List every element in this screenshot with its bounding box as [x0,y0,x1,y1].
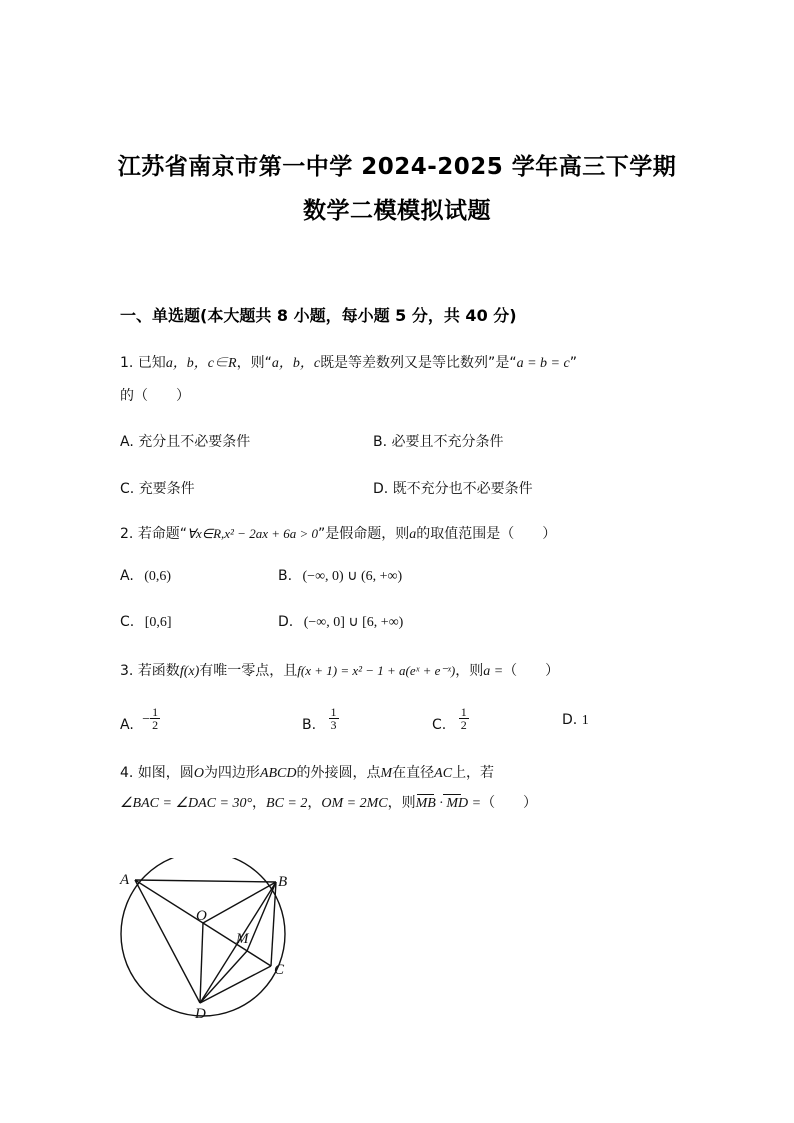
point-label-b: B [278,874,288,890]
option-label: B. [373,434,388,450]
option-label: C. [432,716,447,733]
segment-ob [203,882,276,923]
math-expression: a，b，c [271,356,321,371]
question-text: 上，若 [452,765,495,781]
option-label: D. [373,481,389,497]
option-text: 既不充分也不必要条件 [392,481,533,497]
math-variable: M [380,766,393,781]
q3-option-a[interactable] [120,706,160,731]
question-text: ， [252,795,267,811]
option-label: D. [562,712,578,728]
option-label: A. [120,434,134,450]
fraction-denominator: 2 [460,718,467,732]
q1-option-d[interactable] [373,478,533,498]
math-expression: BC = 2 [266,796,308,811]
point-label-a: A [120,872,130,888]
q1-option-a[interactable] [120,431,250,451]
q2-option-a[interactable] [120,568,171,585]
math-expression: OM = 2MC [321,796,388,811]
math-variable: a [409,527,417,542]
segment-cd [200,966,271,1003]
question-2 [120,523,556,543]
question-text: （ ） [481,795,538,811]
option-text: [0,6] [144,615,172,630]
math-variable: AC [434,766,453,781]
q3-option-b[interactable] [302,706,339,731]
option-text: 必要且不充分条件 [391,434,504,450]
option-text: (0,6) [144,569,172,584]
fraction-denominator: 2 [152,718,159,732]
fraction-sign: − [142,711,151,727]
option-text: (−∞, 0) ∪ (6, +∞) [302,569,403,584]
question-text: （ ） [503,663,560,679]
vector-dot-product: MB · MD = [415,796,482,811]
segment-ab [135,880,276,882]
question-text: ”是假命题，则 [318,526,410,542]
question-text: 有唯一零点，且 [199,663,298,679]
vector-arrow-md [443,794,461,795]
question-text: ，则 [387,795,416,811]
math-expression: ∠BAC = ∠DAC = 30° [120,796,253,811]
option-label: D. [278,614,294,630]
q3-option-d[interactable] [562,712,589,729]
math-expression: a，b，c∈R [165,356,237,371]
option-text: 1 [581,713,589,728]
question-1-line2: 的（ ） [120,388,190,404]
question-text: 在直径 [392,765,435,781]
question-text: 既是等差数列又是等比数列”是“ [320,355,517,371]
question-number: 2. [120,526,134,542]
segment-bc [271,882,276,966]
question-1 [120,352,577,372]
q1-option-c[interactable] [120,478,195,498]
q2-option-b[interactable] [278,568,402,585]
point-label-o: O [196,908,207,924]
fraction-numerator: 1 [330,705,337,719]
question-3 [120,660,559,680]
question-text: ， [307,795,322,811]
fraction-denominator: 3 [330,718,337,732]
fraction-numerator: 1 [460,705,467,719]
option-label: B. [302,716,317,733]
option-label: B. [278,568,293,584]
question-number: 1. [120,355,134,371]
fraction-numerator: 1 [152,705,159,719]
point-label-d: D [195,1006,206,1022]
segment-od [200,923,203,1003]
question-text: 的取值范围是（ ） [416,526,557,542]
segment-mb [247,882,276,951]
segment-ad [135,880,200,1003]
fraction [329,706,339,731]
option-label: A. [120,568,134,584]
question-number: 3. [120,663,134,679]
fraction [459,706,469,731]
option-text: 充要条件 [138,481,195,497]
question-text: 已知 [137,355,166,371]
question-4-line2 [120,792,537,812]
math-variable: ABCD [259,766,297,781]
point-label-c: C [274,962,285,978]
document-title-line2: 数学二模模拟试题 [303,198,491,224]
question-text: 若命题“ [137,526,188,542]
point-label-m: M [236,931,249,947]
option-label: C. [120,614,135,630]
option-label: A. [120,716,134,733]
question-text: 为四边形 [203,765,260,781]
question-text: 的外接圆，点 [296,765,381,781]
question-text: ” [569,355,577,371]
math-expression: a = b = c [516,356,570,371]
question-text: ，则“ [236,355,272,371]
vector-arrow-mb [417,794,434,795]
math-expression: a = [483,664,504,679]
math-expression: f(x) [179,664,200,679]
document-title-line1: 江苏省南京市第一中学 2024-2025 学年高三下学期 [117,154,677,180]
option-text: (−∞, 0] ∪ [6, +∞) [303,615,404,630]
circle-quadrilateral-figure [110,858,310,1028]
segment-md [200,951,247,1003]
section-heading: 一、单选题(本大题共 8 小题，每小题 5 分，共 40 分) [120,306,517,325]
question-4 [120,762,494,782]
question-text: ，则 [455,663,484,679]
q2-option-c[interactable] [120,614,172,631]
option-label: C. [120,481,135,497]
fraction [150,706,160,731]
q1-option-b[interactable] [373,431,504,451]
question-text: 若函数 [137,663,180,679]
math-expression: ∀x∈R,x² − 2ax + 6a > 0 [187,526,319,541]
q2-option-d[interactable] [278,614,403,631]
math-variable: O [193,766,204,781]
q3-option-c[interactable] [432,706,469,731]
option-text: 充分且不必要条件 [138,434,251,450]
math-expression: f(x + 1) = x² − 1 + a(eˣ + e⁻ˣ) [297,663,456,678]
question-text: 如图，圆 [137,765,194,781]
question-number: 4. [120,765,134,781]
